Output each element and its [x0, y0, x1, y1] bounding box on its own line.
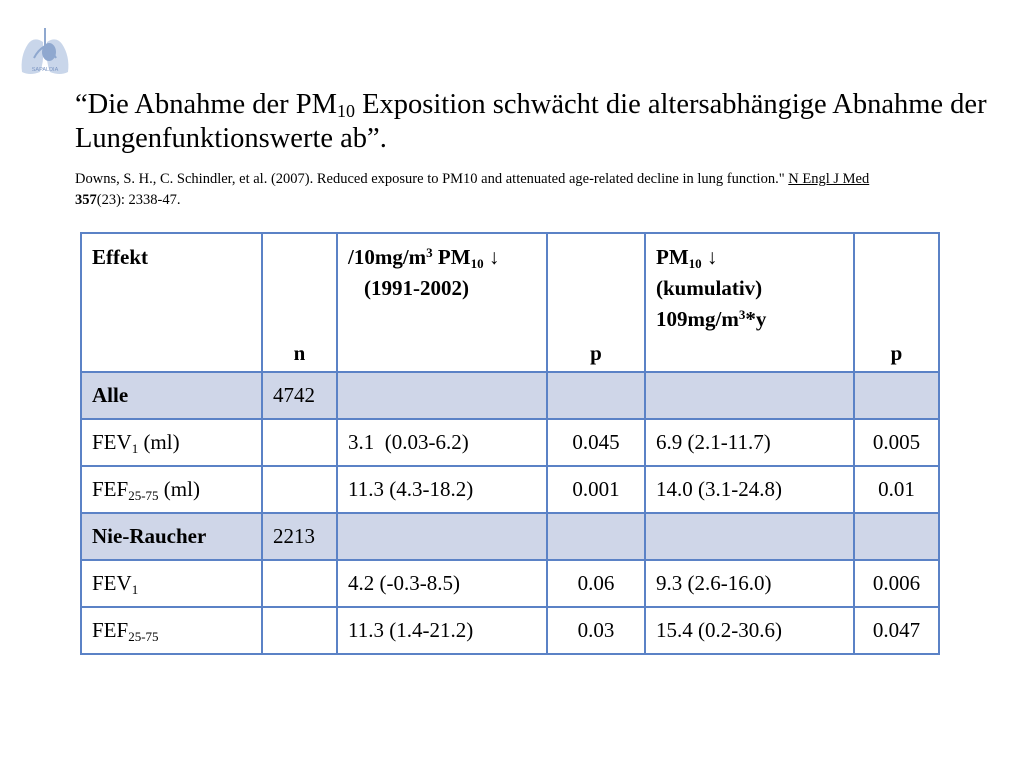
- header-col3-sup: 3: [426, 245, 433, 260]
- header-col3-sub: 10: [470, 256, 484, 271]
- header-col3-text-b: PM: [432, 245, 471, 269]
- cell-est1: 11.3 (1.4-21.2): [337, 607, 547, 654]
- header-col3-arrow: ↓: [483, 245, 500, 269]
- cell-p2: 0.006: [854, 560, 939, 607]
- header-col3-years: (1991-2002): [364, 276, 469, 300]
- header-effekt: Effekt: [81, 233, 262, 372]
- title-open-quote: “: [75, 89, 88, 120]
- cell-effekt: [81, 466, 262, 513]
- header-col5-sup: 3: [738, 307, 746, 322]
- cell-est2: 9.3 (2.6-16.0): [645, 560, 854, 607]
- effekt-sub: 25-75: [128, 488, 159, 503]
- cell-n: [262, 466, 337, 513]
- table-row: [81, 513, 939, 560]
- cell-est1: 11.3 (4.3-18.2): [337, 466, 547, 513]
- cell-effekt: Alle: [81, 372, 262, 419]
- table-row: [81, 419, 939, 466]
- cell-effekt: [81, 419, 262, 466]
- cell-p1: 0.03: [547, 607, 645, 654]
- citation: [75, 169, 1020, 211]
- cell-p2: 0.047: [854, 607, 939, 654]
- effekt-sub: 1: [131, 441, 139, 456]
- table-row: [81, 372, 939, 419]
- citation-rest: (23): 2338-47.: [96, 192, 181, 208]
- cell-est1: 4.2 (-0.3-8.5): [337, 560, 547, 607]
- results-table: [80, 232, 940, 655]
- title-part-1: Die Abnahme der PM: [87, 89, 337, 120]
- table-row: [81, 607, 939, 654]
- effekt-text: FEV: [92, 430, 132, 454]
- cell-p1: 0.06: [547, 560, 645, 607]
- header-cumulative: [645, 233, 854, 372]
- header-col5-unit-a: 109mg/m: [656, 307, 739, 331]
- effekt-unit: (ml): [138, 430, 180, 454]
- header-p1: p: [547, 233, 645, 372]
- cell-p1: 0.045: [547, 419, 645, 466]
- header-col5-text-a: PM: [656, 245, 689, 269]
- cell-effekt: [81, 560, 262, 607]
- header-n: n: [262, 233, 337, 372]
- header-exposure-change: [337, 233, 547, 372]
- cell-effekt: [81, 607, 262, 654]
- cell-est2: [645, 513, 854, 560]
- cell-p2: 0.005: [854, 419, 939, 466]
- title-part-2: Exposition schwächt die altersabhängige Abnahme der Lungenfunktionswerte ab”.: [75, 89, 987, 154]
- title-subscript: 10: [337, 101, 355, 121]
- table-header-row: [81, 233, 939, 372]
- citation-volume: 357: [75, 192, 97, 208]
- cell-est2: 15.4 (0.2-30.6): [645, 607, 854, 654]
- header-col5-unit-b: *y: [745, 307, 767, 331]
- header-col5-sub: 10: [688, 256, 702, 271]
- cell-est2: 6.9 (2.1-11.7): [645, 419, 854, 466]
- cell-n: [262, 607, 337, 654]
- effekt-text: FEF: [92, 477, 129, 501]
- citation-journal-link[interactable]: N Engl J Med: [788, 171, 870, 187]
- effekt-sub: 1: [131, 582, 139, 597]
- cell-n: [262, 560, 337, 607]
- cell-est2: [645, 372, 854, 419]
- header-p2: p: [854, 233, 939, 372]
- cell-n: 2213: [262, 513, 337, 560]
- citation-text: Downs, S. H., C. Schindler, et al. (2007). Reduced exposure to PM10 and attenuated age-related decline in lung function.": [75, 171, 789, 187]
- cell-n: 4742: [262, 372, 337, 419]
- header-col5-kumulativ: (kumulativ): [656, 276, 763, 300]
- header-col5-arrow: ↓: [701, 245, 718, 269]
- effekt-sub: 25-75: [128, 629, 159, 644]
- table-row: [81, 466, 939, 513]
- cell-n: [262, 419, 337, 466]
- slide-title: [75, 88, 1005, 156]
- cell-est2: 14.0 (3.1-24.8): [645, 466, 854, 513]
- cell-p2: 0.01: [854, 466, 939, 513]
- effekt-text: FEV: [92, 571, 132, 595]
- cell-p1: 0.001: [547, 466, 645, 513]
- table-row: [81, 560, 939, 607]
- cell-p1: [547, 513, 645, 560]
- cell-est1: [337, 372, 547, 419]
- effekt-text: FEF: [92, 618, 129, 642]
- cell-p2: [854, 513, 939, 560]
- sapaldia-lungs-logo: [16, 22, 74, 80]
- cell-p1: [547, 372, 645, 419]
- header-col3-text-a: /10mg/m: [348, 245, 427, 269]
- cell-p2: [854, 372, 939, 419]
- effekt-unit: (ml): [158, 477, 200, 501]
- cell-est1: [337, 513, 547, 560]
- cell-est1: 3.1 (0.03-6.2): [337, 419, 547, 466]
- cell-effekt: Nie-Raucher: [81, 513, 262, 560]
- logo-text: SAPALDIA: [31, 67, 59, 73]
